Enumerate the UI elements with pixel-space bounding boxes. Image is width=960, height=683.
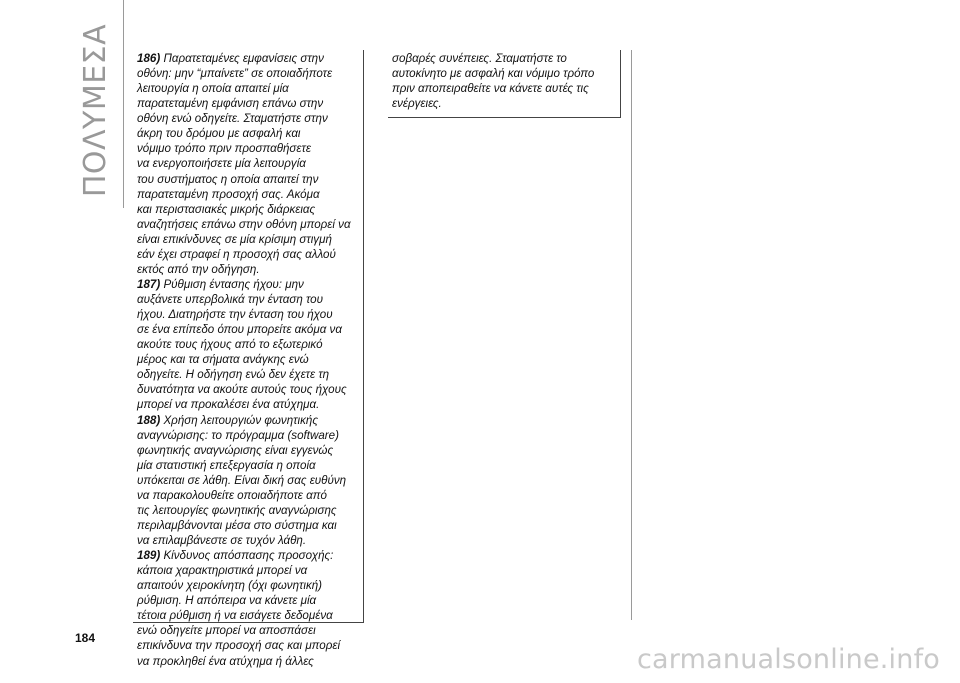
note-text: να παρακολουθείτε οποιαδήποτε από — [137, 488, 327, 502]
note-text-line — [137, 503, 359, 518]
note-text: νόμιμο τρόπο πριν προσπαθήσετε — [137, 142, 311, 156]
note-text-line — [392, 81, 616, 96]
note-text: τέτοια ρύθμιση ή να εισάγετε δεδομένα — [137, 609, 333, 623]
note-text: απαιτούν χειροκίνητη (όχι φωνητική) — [137, 579, 323, 593]
note-text-line — [137, 533, 359, 548]
column-divider — [631, 50, 632, 620]
note-text: φωνητικής αναγνώρισης είναι εγγενώς — [137, 443, 334, 457]
note-text-line — [137, 217, 359, 232]
note-text-line — [137, 66, 359, 81]
note-text: Ρύθμιση έντασης ήχου: μην — [163, 277, 304, 291]
note-text-line — [137, 578, 359, 593]
note-text: του συστήματος η οποία απαιτεί την — [137, 172, 319, 186]
note-text: επικίνδυνα την προσοχή σας και μπορεί — [137, 639, 341, 653]
note-number: 189) — [137, 549, 161, 563]
note-text: τις λειτουργίες φωνητικής αναγνώρισης — [137, 503, 337, 517]
note-text-line — [137, 367, 359, 382]
note-text-line — [137, 518, 359, 533]
note-text: είναι επικίνδυνες σε μία κρίσιμη στιγμή — [137, 232, 332, 246]
note-text: δυνατότητα να ακούτε αυτούς τους ήχους — [137, 383, 347, 397]
warning-column-left — [133, 50, 364, 668]
note-text-line — [137, 262, 359, 277]
note-text-line — [137, 337, 359, 352]
note-text-line — [137, 397, 359, 412]
warning-column-right — [388, 50, 621, 118]
note-text: να προκληθεί ένα ατύχημα ή άλλες — [137, 654, 314, 668]
note-number: 186) — [137, 52, 161, 65]
note-text-line — [137, 172, 359, 187]
note-text-line — [137, 458, 359, 473]
note-text: να επιλαμβάνεστε σε τυχόν λάθη. — [137, 534, 307, 547]
note-text-line — [137, 307, 359, 322]
note-text: Χρήση λειτουργιών φωνητικής — [163, 413, 318, 427]
note-start-line — [137, 413, 359, 428]
note-text: υπόκειται σε λάθη. Είναι δική σας ευθύνη — [137, 473, 347, 487]
note-text-line — [137, 156, 359, 171]
note-text-line — [137, 593, 359, 608]
note-text: Παρατεταμένες εμφανίσεις στην — [163, 52, 324, 65]
note-text-line — [137, 654, 359, 669]
note-text: παρατεταμένη προσοχή σας. Ακόμα — [137, 187, 320, 201]
note-text: αυξάνετε υπερβολικά την ένταση του — [137, 293, 323, 306]
note-text: ρύθμιση. Η απόπειρα να κάνετε μία — [137, 594, 317, 608]
note-text-line — [137, 292, 359, 307]
note-text-line — [137, 638, 359, 653]
note-text: Κίνδυνος απόσπασης προσοχής: — [163, 549, 334, 563]
note-text-line — [137, 247, 359, 262]
note-text-line — [137, 81, 359, 96]
section-title-text: ΠΟΛΥΜΕΣΑ — [78, 23, 114, 197]
note-number: 188) — [137, 413, 161, 427]
note-text-line — [137, 608, 359, 623]
note-start-line — [137, 277, 359, 292]
note-text: σε ένα επίπεδο όπου μπορείτε ακόμα να — [137, 323, 342, 337]
note-text-line — [137, 382, 359, 397]
note-text: αναγνώρισης: το πρόγραμμα (software) — [137, 428, 339, 442]
note-text-line — [392, 66, 616, 81]
note-text: κάποια χαρακτηριστικά μπορεί να — [137, 564, 308, 578]
note-text: αυτοκίνητο με ασφαλή και νόμιμο τρόπο — [392, 67, 595, 81]
note-text-line — [137, 141, 359, 156]
note-text: αναζητήσεις επάνω στην οθόνη μπορεί να — [137, 217, 351, 231]
note-number: 187) — [137, 277, 161, 291]
note-text-line — [137, 232, 359, 247]
note-text-line — [137, 96, 359, 111]
note-text-line — [392, 96, 616, 111]
note-text: οθόνη ενώ οδηγείτε. Σταματήστε στην — [137, 112, 328, 126]
note-text: οθόνη: μην “μπαίνετε” σε οποιαδήποτε — [137, 67, 333, 81]
note-text: λειτουργία η οποία απαιτεί μία — [137, 82, 289, 96]
note-text: άκρη του δρόμου με ασφαλή και — [137, 127, 301, 141]
note-text: ήχου. Διατηρήστε την ένταση του ήχου — [137, 308, 333, 322]
note-text-line — [137, 352, 359, 367]
note-text: σοβαρές συνέπειες. Σταματήστε το — [392, 52, 567, 65]
note-text-line — [137, 488, 359, 503]
note-text: ενώ οδηγείτε μπορεί να αποσπάσει — [137, 624, 316, 638]
note-text-line — [137, 623, 359, 638]
note-text-line — [137, 322, 359, 337]
note-text-line — [137, 126, 359, 141]
note-text: μέρος και τα σήματα ανάγκης ενώ — [137, 353, 309, 367]
note-text: και περιστασιακές μικρής διάρκειας — [137, 202, 316, 216]
page-number: 184 — [75, 631, 96, 645]
note-text: να ενεργοποιήσετε μία λειτουργία — [137, 157, 306, 171]
note-text-line — [137, 428, 359, 443]
note-text: ενέργειες. — [392, 97, 442, 111]
note-text: οδηγείτε. Η οδήγηση ενώ δεν έχετε τη — [137, 368, 330, 382]
note-text-line — [137, 563, 359, 578]
note-text: μία στατιστική επεξεργασία η οποία — [137, 458, 316, 472]
note-text: εκτός από την οδήγηση. — [137, 262, 260, 276]
note-text: μπορεί να προκαλέσει ένα ατύχημα. — [137, 398, 320, 412]
watermark: carmanualsonline.info — [637, 644, 940, 675]
note-text-line — [137, 111, 359, 126]
note-text: ακούτε τους ήχους από το εξωτερικό — [137, 338, 323, 352]
note-text-line — [137, 187, 359, 202]
note-text: περιλαμβάνονται μέσα στο σύστημα και — [137, 518, 337, 532]
section-title — [76, 23, 116, 197]
note-start-line — [137, 548, 359, 563]
note-text: πριν αποπειραθείτε να κάνετε αυτές τις — [392, 82, 589, 96]
note-start-line — [137, 51, 359, 66]
note-text: εάν έχει στραφεί η προσοχή σας αλλού — [137, 247, 336, 261]
note-text: παρατεταμένη εμφάνιση επάνω στην — [137, 97, 324, 111]
note-text-line — [137, 473, 359, 488]
note-text-line — [392, 51, 616, 66]
note-text-line — [137, 202, 359, 217]
left-margin-divider — [123, 0, 124, 208]
note-text-line — [137, 443, 359, 458]
